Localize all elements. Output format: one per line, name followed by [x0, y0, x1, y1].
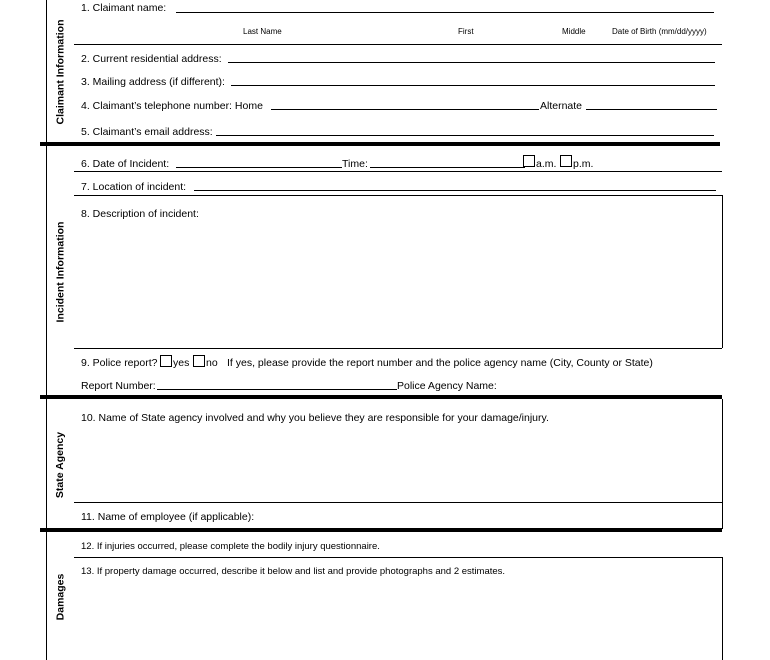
- incident-date-label: 6. Date of Incident:: [81, 158, 170, 170]
- section-label-damages: Damages: [54, 573, 67, 620]
- mailing-label: 3. Mailing address (if different):: [81, 76, 225, 88]
- phone-home-field[interactable]: [271, 99, 539, 110]
- sub-label-dob: Date of Birth (mm/dd/yyyy): [612, 27, 707, 36]
- mailing-field[interactable]: [231, 75, 715, 86]
- damages-box-right: [722, 557, 723, 660]
- section-divider: [40, 142, 720, 146]
- row-divider: [74, 44, 722, 45]
- property-damage-field[interactable]: [76, 580, 720, 658]
- pm-checkbox[interactable]: [560, 155, 572, 167]
- property-label: 13. If property damage occurred, describe it below and list and provide photographs and 2 estimates.: [81, 566, 506, 577]
- police-yes-checkbox[interactable]: [160, 355, 172, 367]
- phone-alternate-label: Alternate: [540, 100, 583, 112]
- employee-label: 11. Name of employee (if applicable):: [81, 511, 255, 523]
- location-label: 7. Location of incident:: [81, 181, 187, 193]
- sub-label-middle: Middle: [562, 27, 586, 36]
- am-checkbox[interactable]: [523, 155, 535, 167]
- incident-time-field[interactable]: [370, 157, 525, 168]
- claimant-name-field[interactable]: [176, 2, 714, 13]
- report-number-field[interactable]: [157, 379, 397, 390]
- description-box-right: [722, 195, 723, 348]
- agency-field[interactable]: [76, 426, 720, 500]
- email-label: 5. Claimant’s email address:: [81, 126, 213, 138]
- location-field[interactable]: [194, 180, 716, 191]
- pm-label: p.m.: [573, 158, 594, 170]
- police-report-label: 9. Police report?: [81, 357, 158, 369]
- police-yes-label: yes: [173, 357, 190, 369]
- incident-date-field[interactable]: [176, 157, 342, 168]
- section-divider: [40, 395, 722, 399]
- am-label: a.m.: [536, 158, 557, 170]
- row-divider: [74, 557, 722, 558]
- police-instructions: If yes, please provide the report number and the police agency name (City, County or State): [227, 357, 653, 369]
- section-divider: [40, 528, 722, 532]
- phone-alternate-field[interactable]: [586, 99, 717, 110]
- address-field[interactable]: [228, 52, 715, 63]
- address-label: 2. Current residential address:: [81, 53, 222, 65]
- sub-label-last-name: Last Name: [243, 27, 282, 36]
- agency-box-right: [722, 399, 723, 529]
- claimant-name-label: 1. Claimant name:: [81, 2, 167, 14]
- police-agency-label: Police Agency Name:: [397, 380, 497, 392]
- row-divider: [74, 171, 722, 172]
- phone-home-label: 4. Claimant’s telephone number: Home: [81, 100, 263, 112]
- report-number-label: Report Number:: [81, 380, 156, 392]
- sub-label-first: First: [458, 27, 474, 36]
- row-divider: [74, 195, 722, 196]
- police-no-label: no: [206, 357, 218, 369]
- police-no-checkbox[interactable]: [193, 355, 205, 367]
- section-label-agency: State Agency: [54, 431, 67, 498]
- agency-label: 10. Name of State agency involved and why you believe they are responsible for your damage/injury.: [81, 412, 549, 424]
- description-label: 8. Description of incident:: [81, 208, 199, 220]
- injury-label: 12. If injuries occurred, please complete the bodily injury questionnaire.: [81, 541, 380, 552]
- email-field[interactable]: [216, 125, 714, 136]
- section-label-incident: Incident Information: [54, 221, 67, 323]
- incident-time-label: Time:: [342, 158, 368, 170]
- row-divider: [74, 502, 722, 503]
- row-divider: [74, 348, 722, 349]
- section-label-claimant: Claimant Information: [54, 18, 67, 125]
- description-field[interactable]: [76, 222, 720, 346]
